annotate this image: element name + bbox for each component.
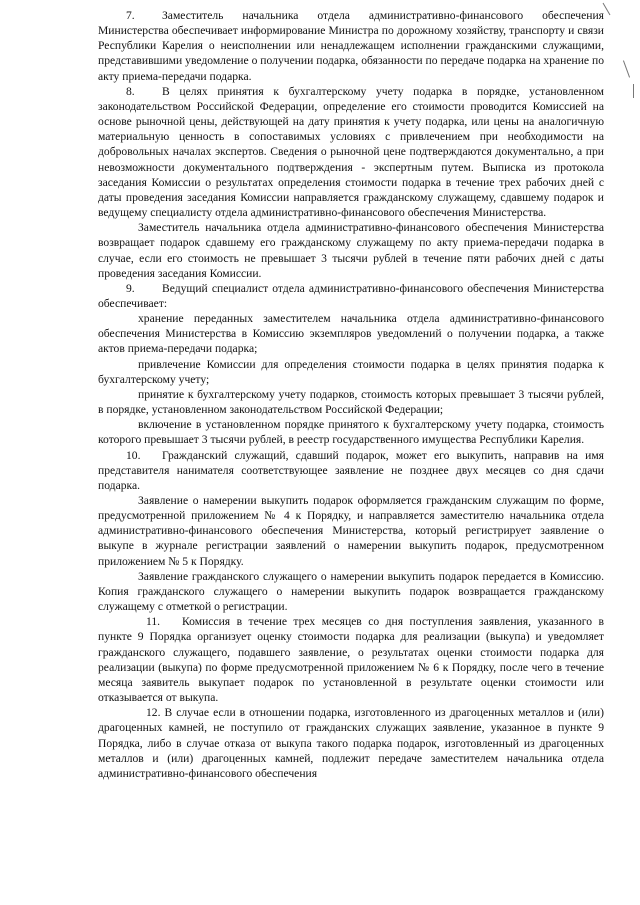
paragraph-7 (98, 8, 604, 84)
paragraph-number: 8. (126, 84, 135, 98)
scan-artifact (633, 84, 634, 98)
paragraph-number: 10. (126, 448, 141, 462)
paragraph-11 (98, 614, 604, 705)
paragraph-text: включение в установленном порядке принятого к бухгалтерскому учету подарка, стоимость которого превышает 3 тысячи рублей, в реестр государственного имущества Республики Карелия. (98, 418, 604, 447)
list-item (98, 387, 604, 417)
paragraph-9 (98, 281, 604, 311)
paragraph-text: хранение переданных заместителем начальника отдела административно-финансового обеспечения Министерства в Комиссию экземпляров уведомлений о получении подарка, а также актов приема-передачи подарка; (98, 312, 604, 356)
paragraph-text: Заместитель начальника отдела административно-финансового обеспечения Министерства обеспечивает информирование Министра по дорожному хозяйству, транспорту и связи Республики Карелия о неисполнении или ненадлежащем исполнении гражданскими служащими, представившими уведомление о получении подарка, обязанности по передаче подарка на хранение по акту приема-передачи подарка. (98, 9, 604, 83)
paragraph-text: 12. В случае если в отношении подарка, изготовленного из драгоценных металлов и (или) драгоценных камней, не поступило от гражданских служащих заявление, указанное в пункте 9 Порядка, либо в случае отказа от выкупа такого подарка подарок, изготовленный из драгоценных металлов и (или) драгоценных камней, подлежит передаче заместителем начальника отдела административно-финансового обеспечения (98, 706, 604, 780)
paragraph-8-continued (98, 220, 604, 281)
paragraph-text: Ведущий специалист отдела административно-финансового обеспечения Министерства обеспечивает: (98, 281, 604, 310)
list-item (98, 311, 604, 356)
paragraph-text: Заместитель начальника отдела административно-финансового обеспечения Министерства возвращает подарок сдавшему его гражданскому служащему по акту приема-передачи подарка в случае, если его стоимость не превышает 3 тысячи рублей в течение пяти рабочих дней с даты проведения заседания Комиссии. (98, 221, 604, 280)
paragraph-number: 9. (126, 281, 135, 295)
paragraph-8 (98, 84, 604, 220)
paragraph-number: 7. (126, 9, 135, 22)
paragraph-text: Гражданский служащий, сдавший подарок, может его выкупить, направив на имя представителя нанимателя соответствующее заявление не позднее двух месяцев со дня сдачи подарка. (98, 448, 604, 492)
paragraph-text: привлечение Комиссии для определения стоимости подарка в целях принятия подарка к бухгалтерскому учету; (98, 357, 604, 386)
paragraph-10-continued (98, 569, 604, 614)
document-body (98, 8, 604, 781)
paragraph-10 (98, 448, 604, 493)
paragraph-10-continued (98, 493, 604, 569)
paragraph-12 (98, 705, 604, 781)
paragraph-text: Комиссия в течение трех месяцев со дня поступления заявления, указанного в пункте 9 Порядка организует оценку стоимости подарка для реализации (выкупа) и уведомляет гражданского служащего, подавшего заявление, о результатах оценки стоимости подарка для реализации (выкупа) по форме предусмотренной приложением № 6 к Порядку, после чего в течение месяца заявитель выкупает подарок по установленной в результате оценки стоимости или отказывается от выкупа. (98, 615, 604, 705)
paragraph-text: принятие к бухгалтерскому учету подарков, стоимость которых превышает 3 тысячи рублей, в порядке, установленном законодательством Российской Федерации; (98, 387, 604, 417)
scan-artifact (623, 60, 630, 77)
paragraph-text: Заявление гражданского служащего о намерении выкупить подарок передается в Комиссию. Копия гражданского служащего о намерении выкупить подарок возвращается гражданскому служащему с отметкой о регистрации. (98, 569, 604, 614)
list-item (98, 417, 604, 447)
paragraph-number: 11. (146, 615, 161, 629)
paragraph-text: В целях принятия к бухгалтерскому учету подарка в порядке, установленном законодательством Российской Федерации, определение его стоимости проводится Комиссией на основе рыночной цены, действующей на дату принятия к учету подарка, или цены на аналогичную материальную ценность в сопоставимых условиях с привлечением при необходимости на добровольных началах экспертов. Сведения о рыночной цене подтверждаются документально, а при невозможности документального подтверждения - экспертным путем. Выписка из протокола заседания Комиссии о результатах определения стоимости подарка в течение трех рабочих дней с даты проведения заседания Комиссии направляется гражданскому служащему, сдавшему подарок и ведущему специалисту отдела административно-финансового обеспечения Министерства. (98, 84, 604, 220)
list-item (98, 357, 604, 387)
paragraph-text: Заявление о намерении выкупить подарок оформляется гражданским служащим по форме, предусмотренной приложением № 4 к Порядку, и направляется заместителю начальника отдела административно-финансового обеспечения Министерства, который регистрирует заявление о выкупе в журнале регистрации заявлений о намерении выкупить подарок, предусмотренном приложением № 5 к Порядку. (98, 494, 604, 568)
